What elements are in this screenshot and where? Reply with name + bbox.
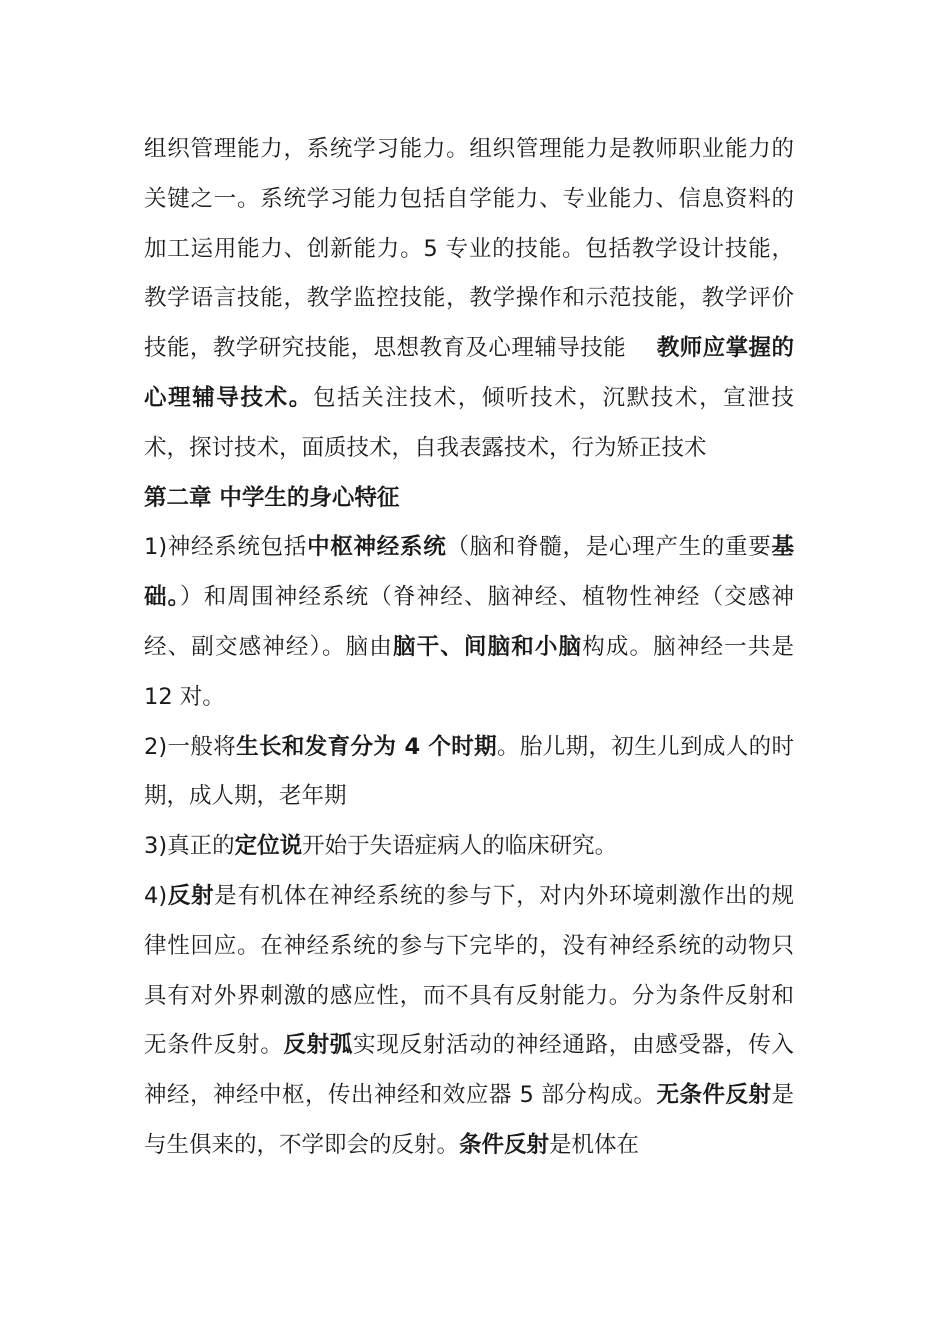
text-run: 3)真正的 (144, 833, 235, 860)
paragraph-teacher-abilities (144, 125, 794, 474)
paragraph-reflex (144, 872, 794, 1171)
text-run: 是有机体在神经系统的参与下，对内外环境刺激作出的规律性回应。在神经系统的参与下完毕的，没有神经系统的动物只具有对外界刺激的感应性，而不具有反射能力。分为条件反射和无条件反射。 (144, 882, 794, 1059)
bold-text-run: 中枢神经系统 (307, 534, 447, 561)
bold-text-run: 教师应掌握的心理辅导技术。 (144, 335, 794, 411)
chapter-title (144, 474, 794, 524)
text-run: （脑和脊髓，是心理产生的重要 (446, 534, 772, 561)
text-run: 2)一般将 (144, 733, 237, 760)
bold-text-run: 反射 (167, 882, 215, 909)
document-body (144, 125, 794, 1171)
chapter-title-text: 第二章 中学生的身心特征 (144, 484, 400, 511)
text-run: 。胎儿期，初生儿到成人的时期，成人期，老年期 (144, 733, 794, 810)
bold-text-run: 生长和发育分为 4 个时期 (236, 733, 497, 760)
text-run: 1)神经系统包括 (144, 534, 308, 561)
paragraph-growth-stages (144, 723, 794, 823)
text-run: 实现反射活动的神经通路，由感受器，传入神经，神经中枢，传出神经和效应器 5 部分构成。 (144, 1032, 794, 1109)
text-run: 组织管理能力，系统学习能力。组织管理能力是教师职业能力的关键之一。系统学习能力包括自学能力、专业能力、信息资料的加工运用能力、创新能力。5 专业的技能。包括教学设计技能，教学语言技能，教学监控技能，教学操作和示范技能，教学评价技能，教学研究技能，思想教育及心理辅导技能 (144, 136, 794, 362)
bold-text-run: 脑干、间脑和小脑 (392, 633, 583, 660)
paragraph-localization-theory (144, 822, 794, 872)
text-run: 4) (144, 882, 168, 909)
bold-text-run: 条件反射 (459, 1131, 550, 1158)
bold-text-run: 无条件反射 (656, 1082, 772, 1109)
text-run: 开始于失语症病人的临床研究。 (302, 833, 618, 860)
paragraph-nervous-system (144, 523, 794, 722)
bold-text-run: 基础。 (144, 534, 794, 611)
text-run: 是机体在 (549, 1131, 640, 1158)
bold-text-run: 定位说 (234, 833, 303, 860)
text-run: 包括关注技术，倾听技术，沉默技术，宣泄技术，探讨技术，面质技术，自我表露技术，行为矫正技术 (144, 384, 794, 461)
text-run: 是与生俱来的，不学即会的反射。 (144, 1082, 794, 1158)
bold-text-run: 反射弧 (283, 1032, 354, 1059)
text-run: ）和周围神经系统（脊神经、脑神经、植物性神经（交感神经、副交感神经）。脑由 (144, 584, 794, 660)
text-run: 构成。脑神经一共是 12 对。 (144, 633, 794, 710)
